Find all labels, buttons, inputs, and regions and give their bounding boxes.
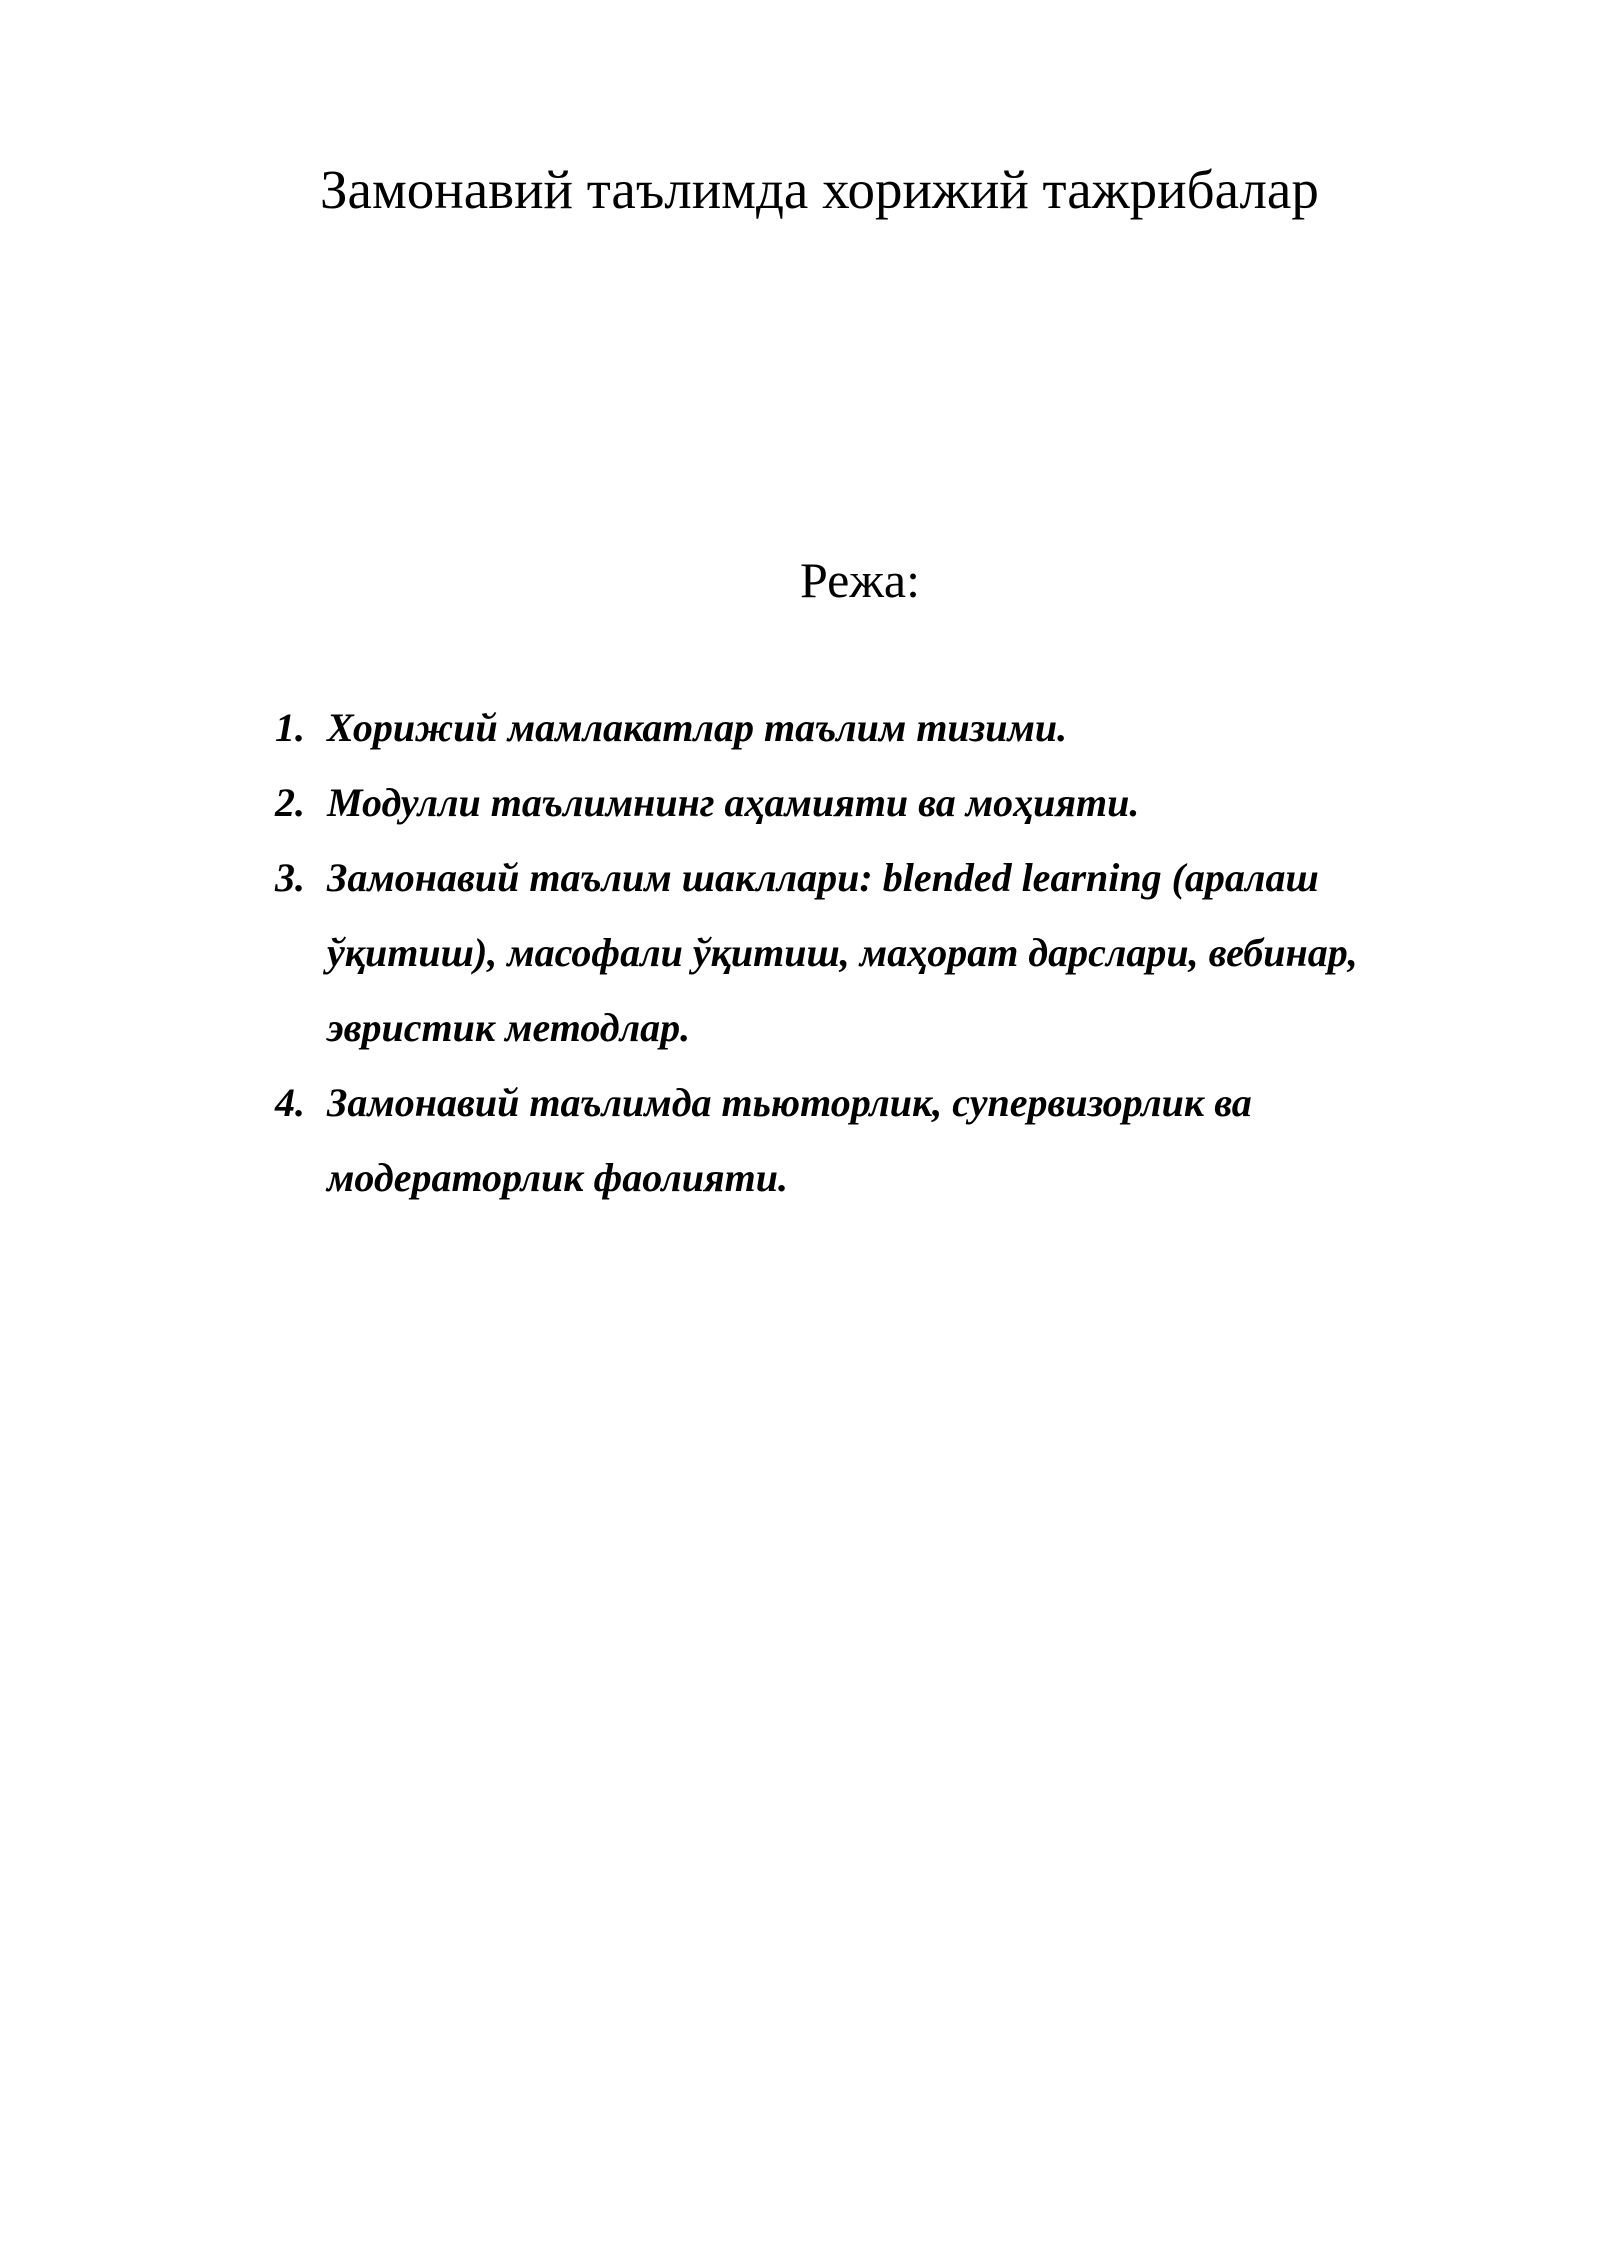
plan-item-3	[275, 840, 1475, 1065]
document-title: Замонавий таълимда хорижий тажрибалар	[320, 159, 1319, 220]
plan-item-1	[275, 690, 1475, 765]
plan-item-4	[275, 1065, 1475, 1215]
plan-item-2	[275, 765, 1475, 840]
plan-item-number: 3.	[275, 855, 305, 900]
plan-list	[275, 690, 1475, 1215]
plan-item-text: Модулли таълимнинг аҳамияти ва моҳияти.	[327, 780, 1140, 825]
plan-item-text: Замонавий таълимда тьюторлик, супервизорлик ва модераторлик фаолияти.	[327, 1080, 1252, 1200]
plan-item-number: 2.	[275, 780, 305, 825]
plan-item-number: 4.	[275, 1080, 305, 1125]
plan-heading: Режа:	[800, 552, 920, 608]
plan-item-text: Хорижий мамлакатлар таълим тизими.	[327, 705, 1068, 750]
plan-item-text: Замонавий таълим шакллари: blended learning (аралаш ўқитиш), масофали ўқитиш, маҳорат дарслари, вебинар, эвристик методлар.	[327, 855, 1358, 1050]
plan-item-number: 1.	[275, 705, 305, 750]
